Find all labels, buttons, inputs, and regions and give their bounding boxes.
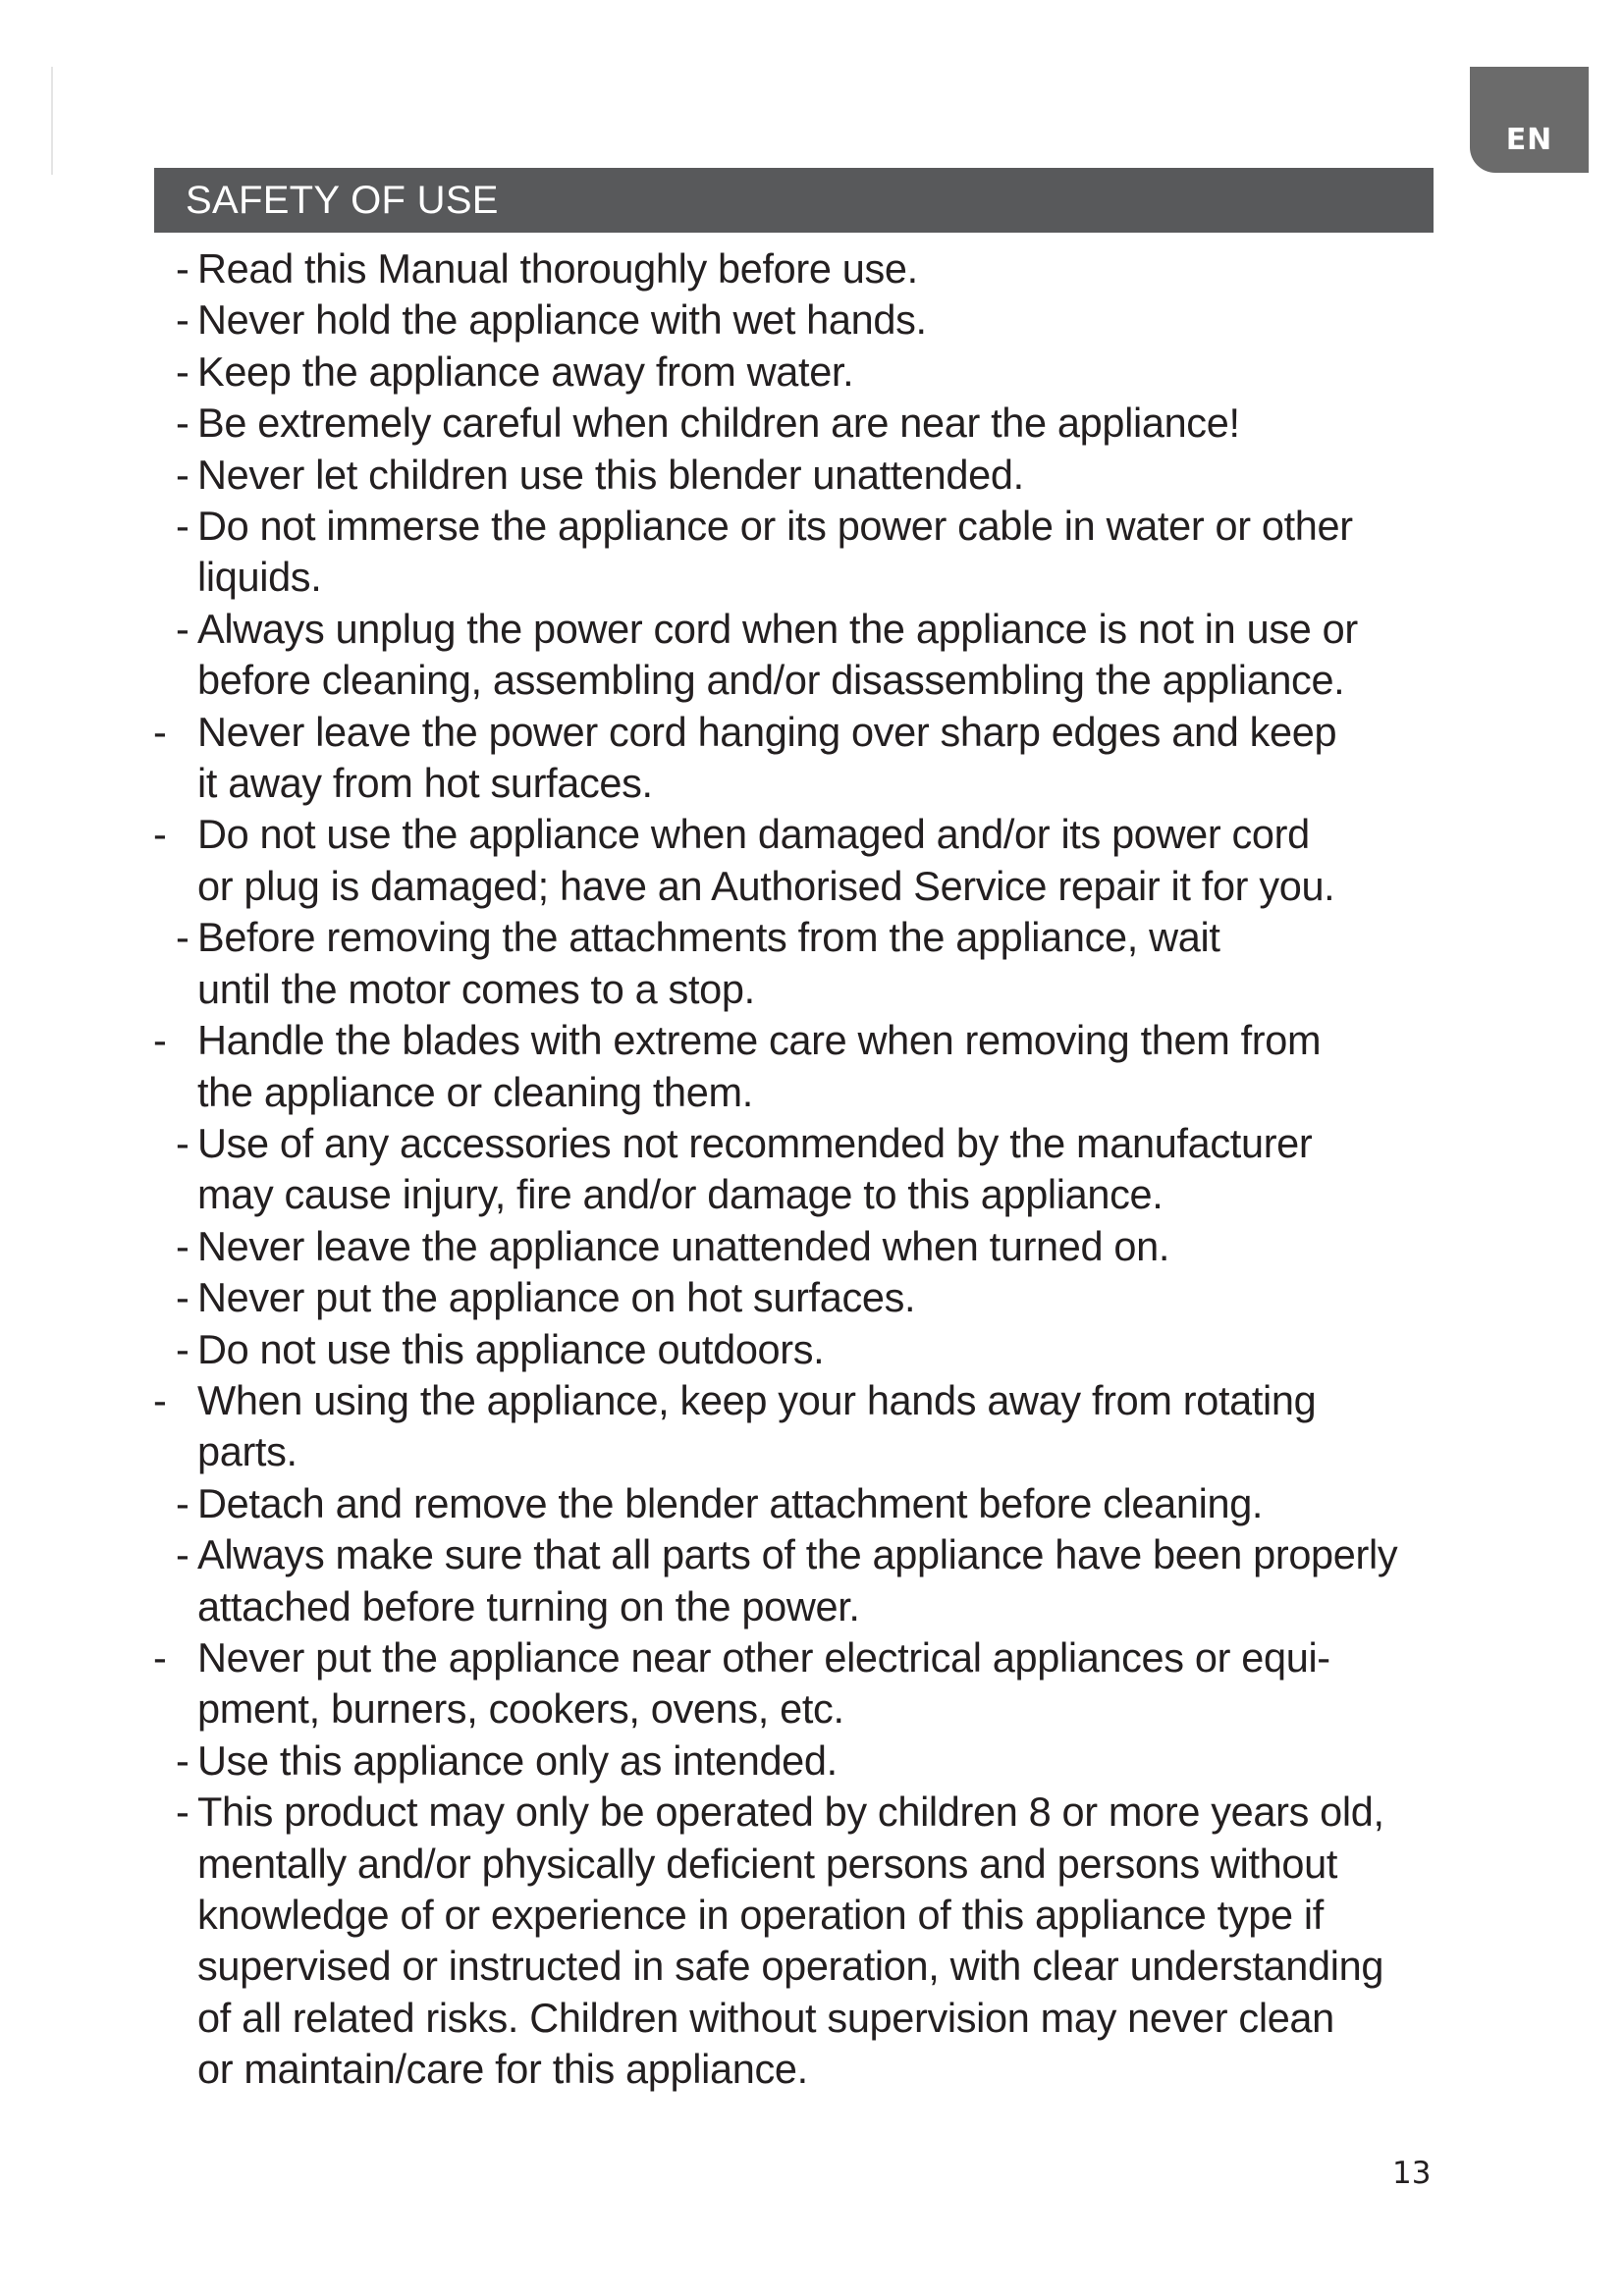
list-dash: -: [153, 1633, 167, 1681]
safety-item: [157, 1787, 1483, 2095]
safety-item: [157, 294, 1483, 346]
safety-item-text: Never put the appliance near other electrical appliances or equi- pment, burners, cookers, ovens, etc.: [197, 1633, 1330, 1733]
safety-item-text: Do not use the appliance when damaged and/or its power cord or plug is damaged; have an Authorised Service repair it for you.: [197, 811, 1335, 909]
safety-item-text: This product may only be operated by children 8 or more years old, mentally and/or physically deficient persons and persons without knowledge of or experience in operation of this appliance type if supervised or instructed in safe operation, with clear understanding of all related risks. Children without supervision may never clean or maintain/care for this appliance.: [197, 1789, 1384, 2093]
safety-item-text: Never leave the power cord hanging over sharp edges and keep it away from hot surfaces.: [197, 708, 1337, 807]
list-dash: -: [153, 708, 167, 755]
safety-item: [157, 1221, 1483, 1272]
list-dash: -: [176, 296, 189, 344]
safety-item-text: Read this Manual thoroughly before use.: [197, 245, 918, 292]
page-number: 13: [1392, 2156, 1432, 2191]
list-dash: -: [176, 1119, 189, 1166]
safety-item: [153, 707, 1483, 810]
safety-item: [157, 1272, 1483, 1323]
list-dash: -: [176, 1222, 189, 1269]
list-dash: -: [176, 1789, 189, 1836]
list-dash: -: [176, 245, 189, 292]
safety-item: [157, 243, 1483, 294]
list-dash: -: [176, 1325, 189, 1372]
safety-item-text: Never hold the appliance with wet hands.: [197, 296, 927, 344]
safety-item: [157, 912, 1483, 1015]
list-dash: -: [176, 347, 189, 395]
list-dash: -: [176, 914, 189, 961]
safety-item: [157, 1118, 1483, 1221]
safety-item: [157, 450, 1483, 501]
safety-item-text: Never let children use this blender unattended.: [197, 451, 1024, 498]
safety-item: [157, 347, 1483, 398]
safety-item: [157, 604, 1483, 707]
safety-item: [153, 1015, 1483, 1118]
safety-item-text: Be extremely careful when children are near the appliance!: [197, 400, 1240, 447]
safety-item: [157, 501, 1483, 604]
safety-item-text: Always make sure that all parts of the appliance have been properly attached before turning on the power.: [197, 1531, 1398, 1629]
list-dash: -: [176, 451, 189, 498]
list-dash: -: [153, 1017, 167, 1064]
safety-item-text: Never leave the appliance unattended when turned on.: [197, 1222, 1170, 1269]
list-dash: -: [176, 1479, 189, 1526]
safety-item-text: When using the appliance, keep your hands away from rotating parts.: [197, 1376, 1317, 1475]
safety-item-text: Keep the appliance away from water.: [197, 347, 854, 395]
safety-list: [153, 243, 1483, 2096]
safety-item-text: Always unplug the power cord when the appliance is not in use or before cleaning, assembling and/or disassembling the appliance.: [197, 605, 1358, 704]
section-header: [154, 168, 1434, 233]
list-dash: -: [176, 1531, 189, 1578]
section-title: SAFETY OF USE: [186, 178, 499, 222]
safety-item-text: Use of any accessories not recommended by the manufacturer may cause injury, fire and/or damage to this appliance.: [197, 1119, 1313, 1218]
safety-item: [153, 1632, 1483, 1735]
safety-item-text: Use this appliance only as intended.: [197, 1736, 838, 1784]
safety-item-text: Do not immerse the appliance or its power cable in water or other liquids.: [197, 503, 1353, 601]
safety-item-text: Do not use this appliance outdoors.: [197, 1325, 825, 1372]
margin-rule: [51, 67, 53, 175]
safety-item: [157, 1735, 1483, 1787]
list-dash: -: [176, 605, 189, 652]
list-dash: -: [176, 1736, 189, 1784]
language-tab: [1470, 67, 1589, 173]
list-dash: -: [176, 400, 189, 447]
safety-item: [157, 398, 1483, 449]
safety-item-text: Handle the blades with extreme care when removing them from the appliance or cleaning them.: [197, 1017, 1322, 1115]
safety-item-text: Never put the appliance on hot surfaces.: [197, 1274, 916, 1321]
safety-item: [157, 1324, 1483, 1375]
list-dash: -: [176, 503, 189, 550]
list-dash: -: [153, 1376, 167, 1423]
safety-item-text: Before removing the attachments from the appliance, wait until the motor comes to a stop.: [197, 914, 1220, 1012]
list-dash: -: [176, 1274, 189, 1321]
list-dash: -: [153, 811, 167, 858]
safety-item: [153, 809, 1483, 912]
language-tab-label: EN: [1505, 123, 1553, 157]
safety-item: [153, 1375, 1483, 1478]
safety-item: [157, 1478, 1483, 1529]
safety-item-text: Detach and remove the blender attachment before cleaning.: [197, 1479, 1264, 1526]
safety-item: [157, 1529, 1483, 1632]
